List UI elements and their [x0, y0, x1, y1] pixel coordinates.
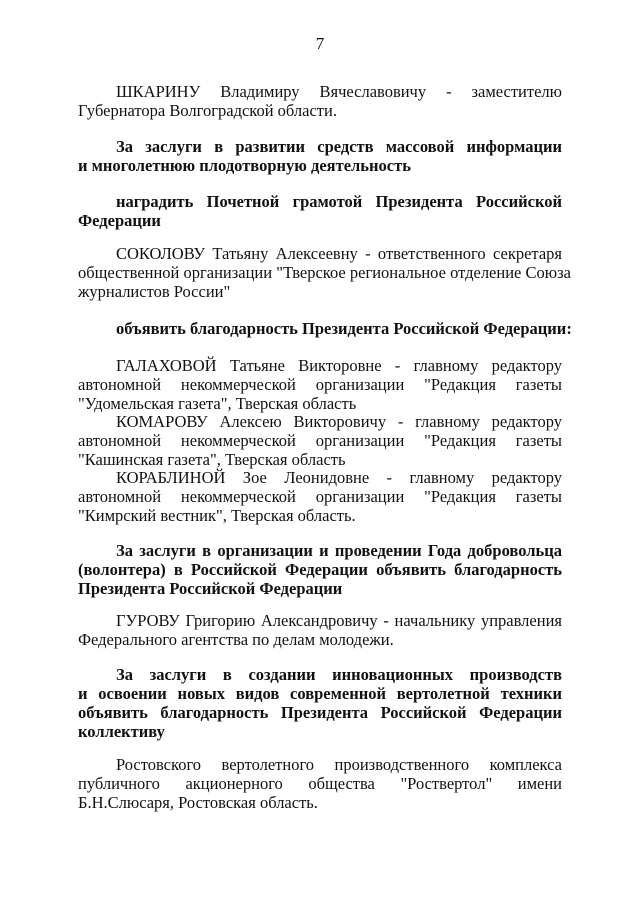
paragraph-gurov — [78, 611, 562, 649]
text-line: "Кашинская газета", Тверская область — [78, 450, 346, 469]
text-line: и многолетнюю плодотворную деятельность — [78, 156, 411, 175]
paragraph-komarov — [78, 412, 562, 469]
heading-gratitude — [78, 319, 572, 338]
text-line: За заслуги в развитии средств массовой информации — [116, 137, 562, 156]
paragraph-shkarin — [78, 82, 562, 120]
heading-award-certificate — [78, 192, 562, 230]
text-line: ГУРОВУ Григорию Александровичу - начальнику управления — [116, 611, 562, 630]
page-number: 7 — [315, 34, 325, 53]
text-line: ГАЛАХОВОЙ Татьяне Викторовне - главному редактору — [116, 356, 562, 375]
heading-helicopter-merits — [78, 665, 562, 741]
text-line: Президента Российской Федерации — [78, 579, 343, 598]
text-line: (волонтера) в Российской Федерации объявить благодарность — [78, 560, 562, 579]
text-line: Губернатора Волгоградской области. — [78, 101, 337, 120]
text-line: коллективу — [78, 722, 165, 741]
text-line: "Кимрский вестник", Тверская область. — [78, 506, 356, 525]
text-line: За заслуги в создании инновационных производств — [116, 665, 562, 684]
text-line: объявить благодарность Президента Российской Федерации: — [116, 319, 572, 338]
text-line: автономной некоммерческой организации "Редакция газеты — [78, 375, 562, 394]
text-line: Федерального агентства по делам молодежи. — [78, 630, 394, 649]
text-line: автономной некоммерческой организации "Редакция газеты — [78, 431, 562, 450]
text-line: ШКАРИНУ Владимиру Вячеславовичу - заместителю — [116, 82, 562, 101]
text-line: За заслуги в организации и проведении Года добровольца — [116, 541, 562, 560]
heading-volunteer-year — [78, 541, 562, 598]
paragraph-sokolova — [78, 244, 571, 301]
paragraph-rostvertol — [78, 755, 562, 812]
text-line: автономной некоммерческой организации "Редакция газеты — [78, 487, 562, 506]
text-line: "Удомельская газета", Тверская область — [78, 394, 357, 413]
text-line: объявить благодарность Президента Российской Федерации — [78, 703, 562, 722]
text-line: публичного акционерного общества "Роствертол" имени — [78, 774, 562, 793]
text-line: и освоении новых видов современной вертолетной техники — [78, 684, 562, 703]
text-line: КОРАБЛИНОЙ Зое Леонидовне - главному редактору — [116, 468, 562, 487]
paragraph-korablina — [78, 468, 562, 525]
text-line: Б.Н.Слюсаря, Ростовская область. — [78, 793, 318, 812]
text-line: наградить Почетной грамотой Президента Российской — [116, 192, 562, 211]
text-line: журналистов России" — [78, 282, 231, 301]
text-line: Ростовского вертолетного производственного комплекса — [116, 755, 562, 774]
text-line: общественной организации "Тверское региональное отделение Союза — [78, 263, 571, 282]
text-line: Федерации — [78, 211, 161, 230]
text-line: СОКОЛОВУ Татьяну Алексеевну - ответственного секретаря — [116, 244, 562, 263]
paragraph-galakhova — [78, 356, 562, 413]
heading-media-merits — [78, 137, 562, 175]
text-line: КОМАРОВУ Алексею Викторовичу - главному редактору — [116, 412, 562, 431]
